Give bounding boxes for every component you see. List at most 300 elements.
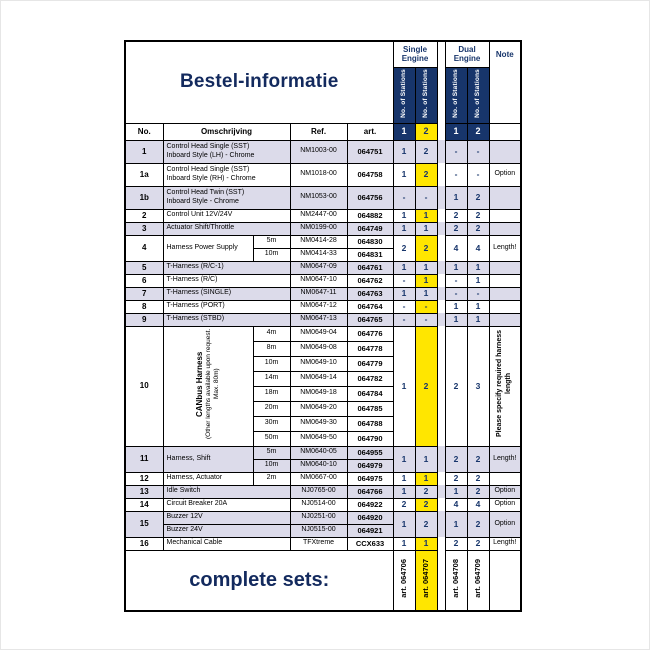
art-cell: 064920 [347,511,393,524]
qty-dual-engine-2-stations: 2 [467,186,489,209]
art-number: art. 064708 [451,558,461,598]
art-cell: 064921 [347,524,393,537]
row-number: 2 [125,209,163,222]
col-header-ref: Ref. [290,123,347,140]
note-cell [489,472,521,485]
stations-label: No. of Stations [473,68,481,118]
qty-single-engine-2-stations: 1 [415,287,437,300]
table-row-1a [125,163,521,186]
description-line: T-Harness (R/C-1) [166,263,224,271]
station-count-dual-1: 1 [445,123,467,140]
description-cell: Buzzer 24V [163,524,290,537]
table-row-3 [125,222,521,235]
ref-cell: NM1018-00 [290,163,347,186]
qty-single-engine-2-stations: 2 [415,235,437,261]
description-cell [163,472,253,485]
qty-single-engine-1-station: - [393,313,415,326]
row-number: 11 [125,446,163,472]
note-cell [489,326,521,446]
qty-single-engine-1-station: 1 [393,261,415,274]
column-gap [437,186,445,209]
single-engine-group-header: Single Engine [393,41,437,67]
qty-single-engine-1-station: 1 [393,446,415,472]
qty-dual-engine-2-stations: - [467,287,489,300]
ref-cell: NM0414-33 [290,248,347,261]
description-cell [163,485,290,498]
qty-single-engine-1-station: - [393,186,415,209]
qty-single-engine-2-stations: 2 [415,511,437,537]
description-line: Control Unit 12V/24V [166,211,233,219]
description-line: Idle Switch [166,487,201,495]
stations-label: No. of Stations [399,68,407,118]
description-cell [163,222,290,235]
table-row-5 [125,261,521,274]
art-cell: 064758 [347,163,393,186]
qty-dual-engine-1-station: - [445,274,467,287]
row-number: 6 [125,274,163,287]
art-cell: 064766 [347,485,393,498]
description-line: Mechanical Cable [166,539,223,547]
table-row-11 [125,446,521,459]
length-cell: 10m [253,459,290,472]
qty-dual-engine-1-station: - [445,163,467,186]
description-line: Control Head Twin (SST) [166,188,245,196]
qty-single-engine-2-stations: 1 [415,222,437,235]
length-cell: 4m [253,326,290,341]
column-gap [437,446,445,472]
length-cell: 10m [253,356,290,371]
note-cell [489,300,521,313]
qty-dual-engine-2-stations: 2 [467,222,489,235]
ref-cell: NJ0765-00 [290,485,347,498]
qty-single-engine-1-station: 1 [393,287,415,300]
qty-dual-engine-1-station: 1 [445,300,467,313]
art-cell: 064790 [347,431,393,446]
art-cell: 064788 [347,416,393,431]
length-cell: 5m [253,235,290,248]
description-cell [163,235,253,261]
art-cell: 064975 [347,472,393,485]
description-note: (Other lengths available upon request. Max. 80m) [204,329,220,440]
art-cell: 064784 [347,386,393,401]
column-gap [437,472,445,485]
qty-single-engine-1-station: 2 [393,498,415,511]
art-cell: 064779 [347,356,393,371]
note-cell [489,222,521,235]
art-cell: 064751 [347,140,393,163]
description-cell: Buzzer 12V [163,511,290,524]
ref-cell: NM0649-18 [290,386,347,401]
qty-single-engine-2-stations: 1 [415,472,437,485]
length-cell: 18m [253,386,290,401]
description-cell [163,287,290,300]
description-cell [163,537,290,550]
table-footer-section [125,550,521,611]
length-cell: 8m [253,341,290,356]
row-number: 7 [125,287,163,300]
note-column-header: Note [489,41,521,123]
description-cell [163,274,290,287]
stations-label: No. of Stations [451,68,459,118]
description-cell [163,313,290,326]
column-gap [437,550,445,611]
row-number: 4 [125,235,163,261]
art-cell: 064776 [347,326,393,341]
ref-cell: NM1053-00 [290,186,347,209]
length-cell: 14m [253,371,290,386]
rotated-note: Please specify required harness length [496,330,512,438]
qty-dual-engine-2-stations: - [467,163,489,186]
art-cell: 064762 [347,274,393,287]
qty-single-engine-1-station: - [393,300,415,313]
description-cell [163,261,290,274]
qty-dual-engine-1-station: - [445,287,467,300]
qty-dual-engine-1-station: 2 [445,222,467,235]
art-cell: 064830 [347,235,393,248]
stations-label-dual-2 [467,67,489,123]
art-cell: 064761 [347,261,393,274]
dual-engine-group-header: Dual Engine [445,41,489,67]
row-number: 16 [125,537,163,550]
description-line: Inboard Style - Chrome [166,197,239,205]
column-gap [437,123,445,140]
ref-cell: NM0667-00 [290,472,347,485]
ref-cell: NM0414-28 [290,235,347,248]
qty-dual-engine-2-stations: 2 [467,511,489,537]
qty-single-engine-2-stations: 1 [415,209,437,222]
table-row-4 [125,235,521,248]
qty-dual-engine-2-stations: 1 [467,261,489,274]
ref-cell: NM0640-10 [290,459,347,472]
note-cell: Length! [489,235,521,261]
art-cell: 064778 [347,341,393,356]
art-number: art. 064709 [473,558,483,598]
description-line: Control Head Single (SST) [166,165,250,173]
column-gap [437,537,445,550]
qty-single-engine-1-station: 1 [393,485,415,498]
qty-single-engine-2-stations: - [415,300,437,313]
ref-cell: NM0649-20 [290,401,347,416]
column-gap [437,261,445,274]
qty-single-engine-2-stations: - [415,186,437,209]
note-cell [489,287,521,300]
complete-set-art-single-1 [393,550,415,611]
complete-set-art-dual-1 [445,550,467,611]
table-row-6 [125,274,521,287]
column-gap [437,274,445,287]
qty-dual-engine-2-stations: 2 [467,446,489,472]
qty-dual-engine-1-station: 2 [445,326,467,446]
description-line: Harness Power Supply [166,243,238,251]
table-row-2 [125,209,521,222]
column-gap [437,313,445,326]
column-header-row [125,123,521,140]
description-cell [163,300,290,313]
art-number: art. 064706 [399,558,409,598]
art-cell: 064882 [347,209,393,222]
length-cell: 50m [253,431,290,446]
art-cell: 064955 [347,446,393,459]
ref-cell: NM0647-11 [290,287,347,300]
qty-dual-engine-2-stations: 2 [467,472,489,485]
ref-cell: NM2447-00 [290,209,347,222]
table-row-13 [125,485,521,498]
title-cell [125,41,393,123]
art-cell: 064782 [347,371,393,386]
art-cell: CCX633 [347,537,393,550]
table-row-10 [125,326,521,341]
description-line: Inboard Style (RH) - Chrome [166,174,256,182]
column-gap [437,235,445,261]
stations-label-single-2 [415,67,437,123]
description-line: Actuator Shift/Throttle [166,224,235,232]
row-number: 1b [125,186,163,209]
qty-dual-engine-2-stations: 2 [467,209,489,222]
note-cell: Length! [489,537,521,550]
table-row-16 [125,537,521,550]
description-cell [163,163,290,186]
table-row-14 [125,498,521,511]
qty-dual-engine-1-station: 2 [445,446,467,472]
qty-single-engine-2-stations: 1 [415,261,437,274]
qty-dual-engine-1-station: 4 [445,235,467,261]
ref-cell: NM0649-04 [290,326,347,341]
art-cell: 064979 [347,459,393,472]
description-line: Circuit Breaker 20A [166,500,228,508]
ref-cell: NJ0514-00 [290,498,347,511]
table-row-12 [125,472,521,485]
station-count-single-2: 2 [415,123,437,140]
column-gap [437,326,445,446]
ref-cell: NM0649-30 [290,416,347,431]
column-gap [437,222,445,235]
description-cell [163,186,290,209]
qty-dual-engine-1-station: 2 [445,472,467,485]
qty-single-engine-2-stations: 2 [415,498,437,511]
description-cell [163,498,290,511]
qty-single-engine-2-stations: - [415,313,437,326]
ref-cell: NM0647-09 [290,261,347,274]
qty-single-engine-1-station: 1 [393,222,415,235]
note-cell [489,274,521,287]
note-cell: Length! [489,446,521,472]
ref-cell: NM0649-10 [290,356,347,371]
qty-dual-engine-1-station: 1 [445,261,467,274]
ref-cell: NJ0251-00 [290,511,347,524]
ref-cell: NM0199-00 [290,222,347,235]
column-gap [437,485,445,498]
ref-cell: NM1003-00 [290,140,347,163]
stations-label-single-1 [393,67,415,123]
station-count-dual-2: 2 [467,123,489,140]
description-line: T-Harness (R/C) [166,276,218,284]
note-cell: Option [489,485,521,498]
qty-dual-engine-2-stations: 4 [467,235,489,261]
qty-single-engine-2-stations: 2 [415,485,437,498]
art-cell: 064763 [347,287,393,300]
note-cell [489,209,521,222]
art-cell: 064749 [347,222,393,235]
row-number: 10 [125,326,163,446]
ref-cell: TFXtreme [290,537,347,550]
row-number: 8 [125,300,163,313]
col-header-no: No. [125,123,163,140]
qty-dual-engine-2-stations: 1 [467,300,489,313]
qty-single-engine-1-station: 1 [393,209,415,222]
qty-dual-engine-1-station: 1 [445,313,467,326]
length-cell: 2m [253,472,290,485]
group-header-row [125,41,521,67]
ref-cell: NM0647-12 [290,300,347,313]
qty-single-engine-1-station: 1 [393,140,415,163]
description-line: T-Harness (STBD) [166,315,225,323]
qty-dual-engine-1-station: 2 [445,537,467,550]
row-number: 3 [125,222,163,235]
column-gap [437,163,445,186]
order-table-wrapper [124,40,522,612]
qty-single-engine-2-stations: 1 [415,446,437,472]
complete-sets-label-cell [125,550,393,611]
qty-single-engine-1-station: 1 [393,163,415,186]
ref-cell: NJ0515-00 [290,524,347,537]
description-line: Harness, Shift [166,454,211,462]
qty-dual-engine-1-station: 2 [445,209,467,222]
art-cell: 064785 [347,401,393,416]
qty-dual-engine-2-stations: 1 [467,274,489,287]
qty-dual-engine-1-station: 1 [445,485,467,498]
length-cell: 30m [253,416,290,431]
qty-single-engine-2-stations: 2 [415,326,437,446]
column-gap [437,511,445,537]
stations-label-dual-1 [445,67,467,123]
complete-sets-row [125,550,521,611]
station-count-single-1: 1 [393,123,415,140]
description-line: Harness, Actuator [166,474,223,482]
note-cell [489,140,521,163]
order-table [124,40,522,612]
row-number: 9 [125,313,163,326]
qty-single-engine-1-station: 1 [393,472,415,485]
ref-cell: NM0647-10 [290,274,347,287]
column-gap [437,140,445,163]
description-line: T-Harness (SINGLE) [166,289,232,297]
length-cell: 10m [253,248,290,261]
qty-dual-engine-2-stations: 3 [467,326,489,446]
table-row-1 [125,140,521,163]
row-number: 13 [125,485,163,498]
qty-dual-engine-2-stations: 2 [467,485,489,498]
art-cell: 064831 [347,248,393,261]
column-gap [437,287,445,300]
table-row-7 [125,287,521,300]
ref-cell: NM0649-14 [290,371,347,386]
complete-sets-label: complete sets: [189,568,330,591]
row-number: 15 [125,511,163,537]
col-header-omschrijving: Omschrijving [163,123,290,140]
column-gap [437,300,445,313]
note-cell [489,186,521,209]
qty-dual-engine-2-stations: 2 [467,537,489,550]
qty-single-engine-1-station: 1 [393,511,415,537]
row-number: 1 [125,140,163,163]
table-row-15 [125,511,521,524]
rotated-description [195,328,221,440]
qty-dual-engine-2-stations: - [467,140,489,163]
qty-single-engine-2-stations: 1 [415,274,437,287]
table-row-8 [125,300,521,313]
col-header-art: art. [347,123,393,140]
table-row-1b [125,186,521,209]
qty-dual-engine-1-station: - [445,140,467,163]
length-cell: 5m [253,446,290,459]
qty-single-engine-2-stations: 2 [415,163,437,186]
table-data-section [125,140,521,550]
qty-dual-engine-1-station: 1 [445,186,467,209]
column-gap [437,67,445,123]
qty-single-engine-1-station: - [393,274,415,287]
column-gap [437,41,445,67]
qty-dual-engine-1-station: 1 [445,511,467,537]
table-header-section [125,41,521,140]
description-cell [163,209,290,222]
qty-dual-engine-1-station: 4 [445,498,467,511]
art-number: art. 064707 [421,558,431,598]
art-cell: 064764 [347,300,393,313]
qty-dual-engine-2-stations: 1 [467,313,489,326]
description-cell [163,446,253,472]
row-number: 14 [125,498,163,511]
table-row-9 [125,313,521,326]
description-line: Control Head Single (SST) [166,142,250,150]
complete-set-art-dual-2 [467,550,489,611]
note-cell [489,313,521,326]
art-cell: 064922 [347,498,393,511]
complete-set-art-single-2 [415,550,437,611]
art-cell: 064765 [347,313,393,326]
description-line: Inboard Style (LH) - Chrome [166,151,255,159]
column-gap [437,498,445,511]
qty-single-engine-1-station: 1 [393,537,415,550]
stations-label: No. of Stations [421,68,429,118]
qty-single-engine-1-station: 1 [393,326,415,446]
ref-cell: NM0640-05 [290,446,347,459]
row-number: 5 [125,261,163,274]
note-cell [489,261,521,274]
description-cell [163,326,253,446]
row-number: 1a [125,163,163,186]
column-gap [437,209,445,222]
length-cell: 20m [253,401,290,416]
page-title: Bestel-informatie [179,71,339,93]
note-cell: Option [489,163,521,186]
note-footer-empty-cell [489,550,521,611]
ref-cell: NM0649-50 [290,431,347,446]
qty-single-engine-2-stations: 1 [415,537,437,550]
qty-single-engine-1-station: 2 [393,235,415,261]
description-cell [163,140,290,163]
description-line: CANbus Harness [194,351,204,417]
qty-single-engine-2-stations: 2 [415,140,437,163]
ref-cell: NM0647-13 [290,313,347,326]
note-cell: Option [489,498,521,511]
art-cell: 064756 [347,186,393,209]
note-header-empty-cell [489,123,521,140]
note-cell: Option [489,511,521,537]
description-line: T-Harness (PORT) [166,302,225,310]
qty-dual-engine-2-stations: 4 [467,498,489,511]
row-number: 12 [125,472,163,485]
ref-cell: NM0649-08 [290,341,347,356]
